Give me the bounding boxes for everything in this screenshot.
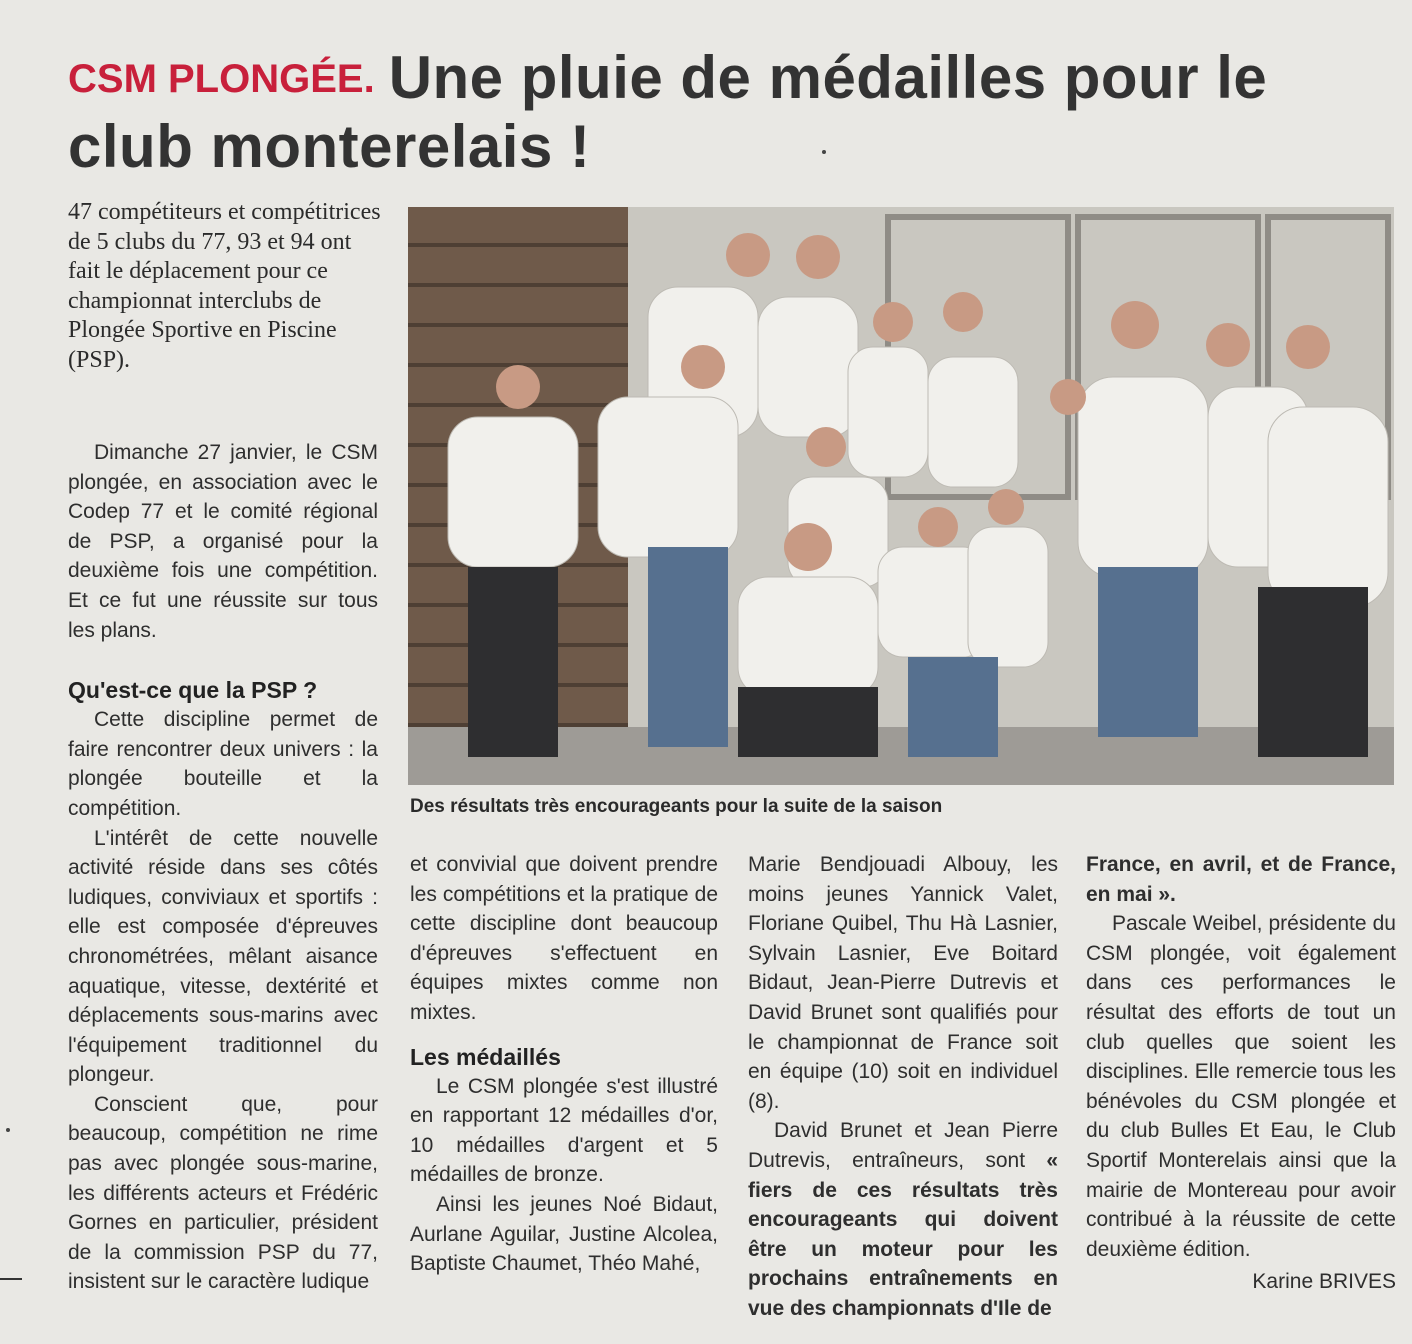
author-signature: Karine BRIVES [1252,1270,1396,1293]
paragraph: et convivial que doivent prendre les compétitions et la pratique de cette discipline dont beaucoup d'épreuves s'effectuent en équipes mixtes comme non mixtes. [410,853,718,1024]
paragraph: Pascale Weibel, présidente du CSM plongée, voit également dans ces performances le résultat des efforts de tout un club quelles que soient les disciplines. Elle remercie tous les bénévoles du CSM plongée et du club Bulles Et Eau, le Club Sportif Monterelais ainsi que la mairie de Montereau pour avoir contribué à la réussite de cette deuxième édition. [1086,912,1396,1261]
quote-end: France, en avril, et de France, en mai ». [1086,853,1396,906]
paragraph: Cette discipline permet de faire rencontrer deux univers : la plongée bouteille et la compétition. [68,708,378,820]
paragraph [748,1116,1058,1323]
speck [6,1128,10,1132]
paragraph: Ainsi les jeunes Noé Bidaut, Aurlane Aguilar, Justine Alcolea, Baptiste Chaumet, Théo Mahé, [410,1192,718,1276]
headline-text: Une pluie de médailles pour le club monterelais ! [68,44,1268,180]
subheading-medailles: Les médaillés [410,1043,561,1070]
fold-mark [0,1278,22,1280]
lede: 47 compétiteurs et compétitrices de 5 clubs du 77, 93 et 94 ont fait le déplacement pour ce championnat interclubs de Plongée Sportive en Piscine (PSP). [68,199,381,373]
kicker: CSM PLONGÉE. [68,57,375,101]
column-4 [1086,850,1396,1264]
paragraph: Dimanche 27 janvier, le CSM plongée, en association avec le Codep 77 et le comité régional de PSP, a organisé pour la deuxième fois une compétition. Et ce fut une réussite sur tous les plans. [68,441,378,642]
headline [68,44,1388,181]
quote-text: « fiers de ces résultats très encourageants qui doivent être un moteur pour les prochains entraînements en vue des championnats d'Ile de [748,1148,1058,1320]
paragraph: Conscient que, pour beaucoup, compétition ne rime pas avec plongée sous-marine, les différents acteurs et Frédéric Gornes en particulier, président de la commission PSP du 77, insistent sur le caractère ludique [68,1092,378,1294]
speck [822,150,826,154]
team-photo-illustration [408,207,1394,785]
paragraph: L'intérêt de cette nouvelle activité réside dans ses côtés ludiques, conviviaux et sportifs : elle est composée d'épreuves chronométrées, mêlant aisance aquatique, vitesse, dextérité et déplacements sous-marins avec l'équipement traditionnel du plongeur. [68,826,378,1087]
paragraph: Le CSM plongée s'est illustré en rapportant 12 médailles d'or, 10 médailles d'argent et 5 médailles de bronze. [410,1074,718,1187]
column-2 [410,850,718,1279]
photo-caption: Des résultats très encourageants pour la suite de la saison [410,796,943,817]
subheading-psp: Qu'est-ce que la PSP ? [68,677,318,704]
column-1 [68,438,378,1297]
paragraph-text: David Brunet et Jean Pierre Dutrevis, entraîneurs, sont [748,1119,1058,1172]
column-3 [748,850,1058,1324]
team-photo [408,207,1394,785]
paragraph: Marie Bendjouadi Albouy, les moins jeunes Yannick Valet, Floriane Quibel, Thu Hà Lasnier, Sylvain Lasnier, Eve Boitard Bidaut, Jean-Pierre Dutrevis et David Brunet sont qualifiés pour le championnat de France soit en équipe (10) soit en individuel (8). [748,853,1058,1113]
